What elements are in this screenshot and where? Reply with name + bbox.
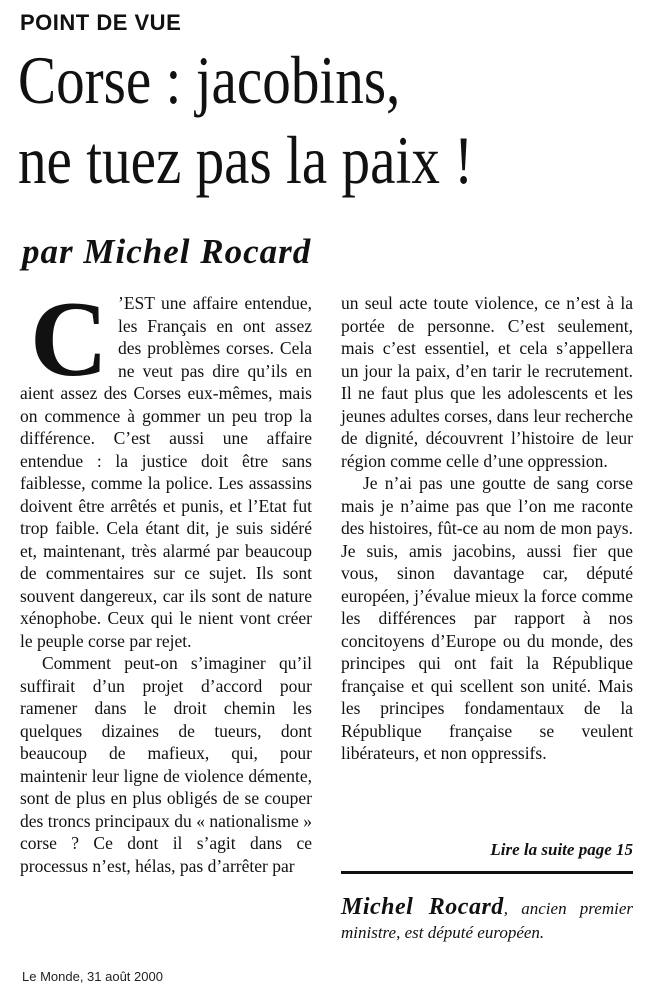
headline-line-2: ne tuez pas la paix ! — [18, 122, 474, 198]
source-credit: Le Monde, 31 août 2000 — [22, 969, 163, 984]
headline-line-1: Corse : jacobins, — [18, 42, 401, 118]
author-bio — [341, 895, 633, 945]
article-paragraph — [20, 280, 312, 652]
article-column-left — [20, 280, 312, 877]
section-kicker: POINT DE VUE — [20, 10, 182, 35]
divider-rule — [341, 871, 633, 874]
author-name: Michel Rocard — [341, 894, 504, 920]
article-paragraph: un seul acte toute violence, ce n’est à la portée de personne. C’est seulement, mais c’est essentiel, et cela s’appellera un jour la paix, d’en tarir le recrutement. Il ne faut plus que les adolescents et les jeunes adultes corses, dans leur recherche de dignité, découvrent l’histoire de leur région comme celle d’une oppression. — [341, 293, 633, 471]
article-column-right — [341, 292, 633, 765]
continued-note: Lire la suite page 15 — [490, 840, 633, 859]
author-description: , ancien premier ministre, est député européen. — [341, 899, 633, 942]
byline: par Michel Rocard — [22, 232, 312, 271]
drop-cap: C — [30, 280, 108, 399]
article-paragraph: Je n’ai pas une goutte de sang corse mais je n’aime pas que l’on me raconte des histoires, fût-ce au nom de mon pays. Je suis, amis jacobins, aussi fier que vous, sinon davantage car, député européen, j’évalue mieux la force comme les différences par rapport à nos concitoyens d’Europe ou du monde, des principes qui ont fait la République française et qui scellent son unité. Mais les principes fondamentaux de la République française se veulent libérateurs, et non oppressifs. — [341, 473, 633, 763]
headline — [18, 40, 539, 200]
article-paragraph: Comment peut-on s’imaginer qu’il suffirait d’un projet d’accord pour ramener dans le droit chemin les quelques dizaines de tueurs, dont beaucoup de mafieux, qui, pour maintenir leur ligne de violence démente, sont de plus en plus obligés de se couper des troncs principaux du « nationalisme » corse ? Ce dont il s’agit dans ce processus n’est, hélas, pas d’arrêter par — [20, 653, 312, 876]
paragraph-text: ’EST une affaire entendue, les Français en ont assez des problèmes corses. Cela ne veut pas dire qu’ils en aient assez des Corses eux-mêmes, mais on commence à gommer un peu trop la différence. C’est aussi une affaire entendue : la justice doit être sans faiblesse, comme la police. Les assassins doivent être arrêtés et punis, et l’Etat fut trop faible. Cela étant dit, je suis sidéré et, maintenant, très alarmé par beaucoup de commentaires sur ce sujet. Ils sont souvent dangereux, car ils sont de nature xénophobe. Ceux qui le nient vont créer le peuple corse par rejet. — [20, 293, 312, 651]
